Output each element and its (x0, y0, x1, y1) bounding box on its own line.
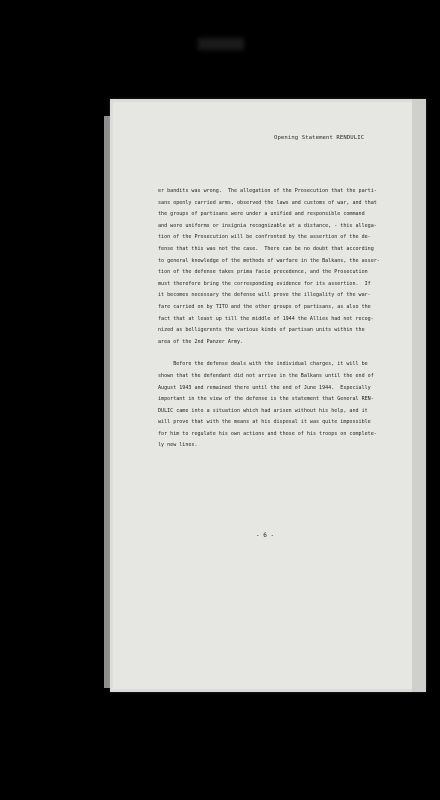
body-text (158, 186, 398, 452)
paragraph-2: Before the defense deals with the individual charges, it will be shown that the defendant did not arrive in the Balkans until the end of August 1943 and remained there until the end of June 1944. Especially important in the view of the defense is the statement that General REN- DULIC came into a situation which had arisen without his help, and it will prove that with the means at his disposal it was quite impossible for him to regulate his own actions and those of his troops on complete- ly new lines. (158, 361, 377, 449)
running-header: Opening Statement RENDULIC (274, 135, 365, 141)
paragraph-1: er bandits was wrong. The allegation of the Prosecution that the parti- sans openly carried arms, observed the laws and customs of war, and that the groups of partisans were under a unified and responsible command and wore uniforms or insignia recognizable at a distance, - this allega- tion of the Prosecution will be confronted by the assertion of the de- fense that this was not the case. There can be no doubt that according to general knowledge of the methods of warfare in the Balkans, the asser- tion of the defense takes prima facie precedence, and the Prosecution must therefore bring the corresponding evidence for its assertion. If it becomes necessary the defense will prove the illegality of the war- fare carried on by TITO and the other groups of partisans, as also the fact that at least up till the middle of 1944 the Allies had not recog- nized as belligerents the various kinds of partisan units within the area of the 2nd Panzer Army. (158, 188, 380, 345)
page-edge (412, 99, 426, 692)
scan-mark (198, 38, 244, 50)
page-number: - 6 - (256, 532, 275, 539)
